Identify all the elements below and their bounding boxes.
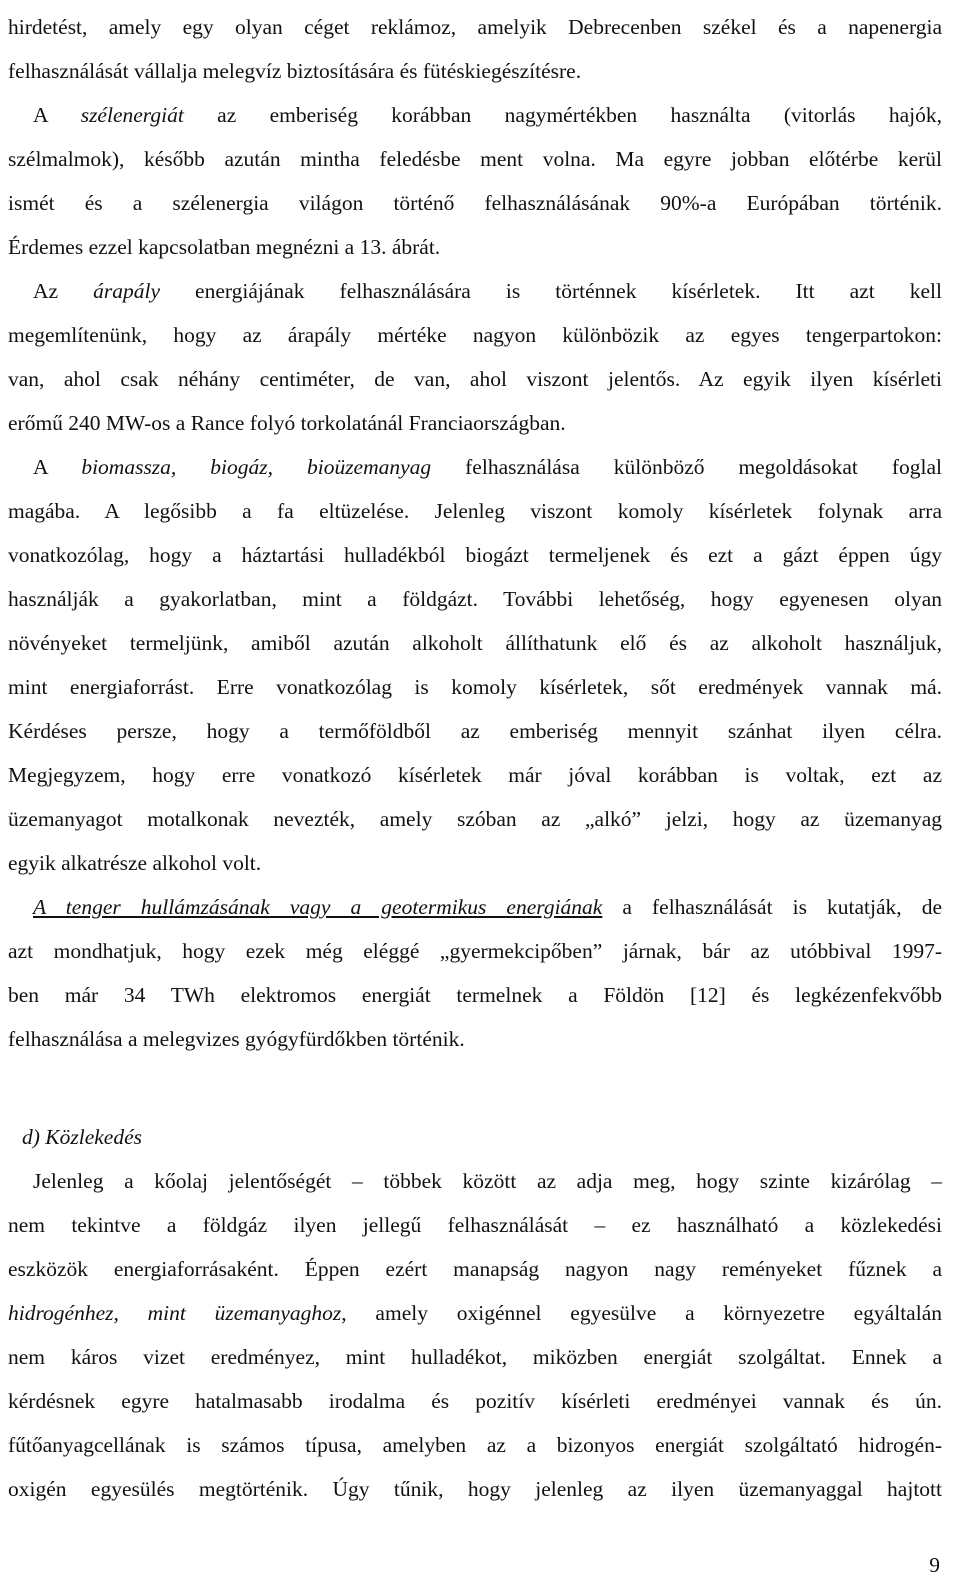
text-line: felhasználása a melegvizes gyógyfürdőkben történik.	[8, 1027, 465, 1051]
text-line: Megjegyzem, hogy erre vonatkozó kísérletek már jóval korábban is voltak, ezt az	[8, 763, 942, 787]
page-number: 9	[929, 1553, 940, 1577]
text-line: Az árapály energiájának felhasználására is történnek kísérletek. Itt azt kell	[33, 279, 942, 303]
emphasis-text: biomassza, biogáz, bioüzemanyag	[81, 455, 432, 479]
text-line: felhasználását vállalja melegvíz biztosítására és fütéskiegészítésre.	[8, 59, 582, 83]
text-line: magába. A legősibb a fa eltüzelése. Jelenleg viszont komoly kísérletek folynak arra	[8, 499, 942, 523]
text-line: megemlítenünk, hogy az árapály mértéke nagyon különbözik az egyes tengerpartokon:	[8, 323, 942, 347]
text-line: eszközök energiaforrásaként. Éppen ezért manapság nagyon nagy reményeket fűznek a	[8, 1257, 942, 1281]
emphasis-text: szélenergiát	[80, 103, 184, 127]
text-line: vonatkozólag, hogy a háztartási hulladékból biogázt termeljenek és ezt a gázt éppen úgy	[8, 543, 942, 567]
text-line: A biomassza, biogáz, bioüzemanyag felhasználása különböző megoldásokat foglal	[33, 455, 942, 479]
text-line: üzemanyagot motalkonak nevezték, amely szóban az „alkó” jelzi, hogy az üzemanyag	[8, 807, 942, 831]
section-heading: d) Közlekedés	[22, 1125, 143, 1149]
text-line: Érdemes ezzel kapcsolatban megnézni a 13. ábrát.	[8, 235, 441, 259]
text-line: oxigén egyesülés megtörténik. Úgy tűnik, hogy jelenleg az ilyen üzemanyaggal hajtott	[8, 1477, 942, 1501]
text-line: Kérdéses persze, hogy a termőföldből az emberiség mennyit szánhat ilyen célra.	[8, 719, 942, 743]
text-line: hirdetést, amely egy olyan céget reklámoz, amelyik Debrecenben székel és a napenergia	[8, 15, 942, 39]
text-line: A tenger hullámzásának vagy a geotermikus energiának a felhasználását is kutatják, de	[33, 895, 942, 919]
text-line: hidrogénhez, mint üzemanyaghoz, amely oxigénnel egyesülve a környezetre egyáltalán	[8, 1301, 942, 1325]
text-line: A szélenergiát az emberiség korábban nagymértékben használta (vitorlás hajók,	[33, 103, 943, 127]
text-line: használják a gyakorlatban, mint a földgázt. További lehetőség, hogy egyenesen olyan	[8, 587, 942, 611]
emphasis-text: hidrogénhez, mint üzemanyaghoz	[8, 1301, 342, 1325]
text-line: nem káros vizet eredményez, mint hulladékot, miközben energiát szolgáltat. Ennek a	[8, 1345, 942, 1369]
text-line: szélmalmok), később azután mintha feledésbe ment volna. Ma egyre jobban előtérbe kerül	[8, 147, 942, 171]
emphasis-text: árapály	[93, 279, 161, 303]
text-line: erőmű 240 MW-os a Rance folyó torkolatánál Franciaországban.	[8, 411, 566, 435]
text-line: ben már 34 TWh elektromos energiát termelnek a Földön [12] és legkézenfekvőbb	[8, 983, 942, 1007]
text-line: fűtőanyagcellának is számos típusa, amelyben az a bizonyos energiát szolgáltató hidrogén-	[8, 1433, 942, 1457]
text-line: mint energiaforrást. Erre vonatkozólag is komoly kísérletek, sőt eredmények vannak má.	[8, 675, 942, 699]
emphasis-text: A tenger hullámzásának vagy a geotermikus energiának	[33, 895, 603, 919]
text-line: kérdésnek egyre hatalmasabb irodalma és pozitív kísérleti eredményei vannak és ún.	[8, 1389, 942, 1413]
text-line: nem tekintve a földgáz ilyen jellegű felhasználását – ez használható a közlekedési	[8, 1213, 942, 1237]
text-line: Jelenleg a kőolaj jelentőségét – többek között az adja meg, hogy szinte kizárólag –	[33, 1169, 942, 1193]
text-line: egyik alkatrésze alkohol volt.	[8, 851, 262, 875]
text-line: ismét és a szélenergia világon történő felhasználásának 90%-a Európában történik.	[8, 191, 942, 215]
text-line: azt mondhatjuk, hogy ezek még eléggé „gyermekcipőben” járnak, bár az utóbbival 1997-	[8, 939, 942, 963]
text-line: van, ahol csak néhány centiméter, de van, ahol viszont jelentős. Az egyik ilyen kísérleti	[8, 367, 942, 391]
text-line: növényeket termeljünk, amiből azután alkoholt állíthatunk elő és az alkoholt használjuk,	[8, 631, 942, 655]
